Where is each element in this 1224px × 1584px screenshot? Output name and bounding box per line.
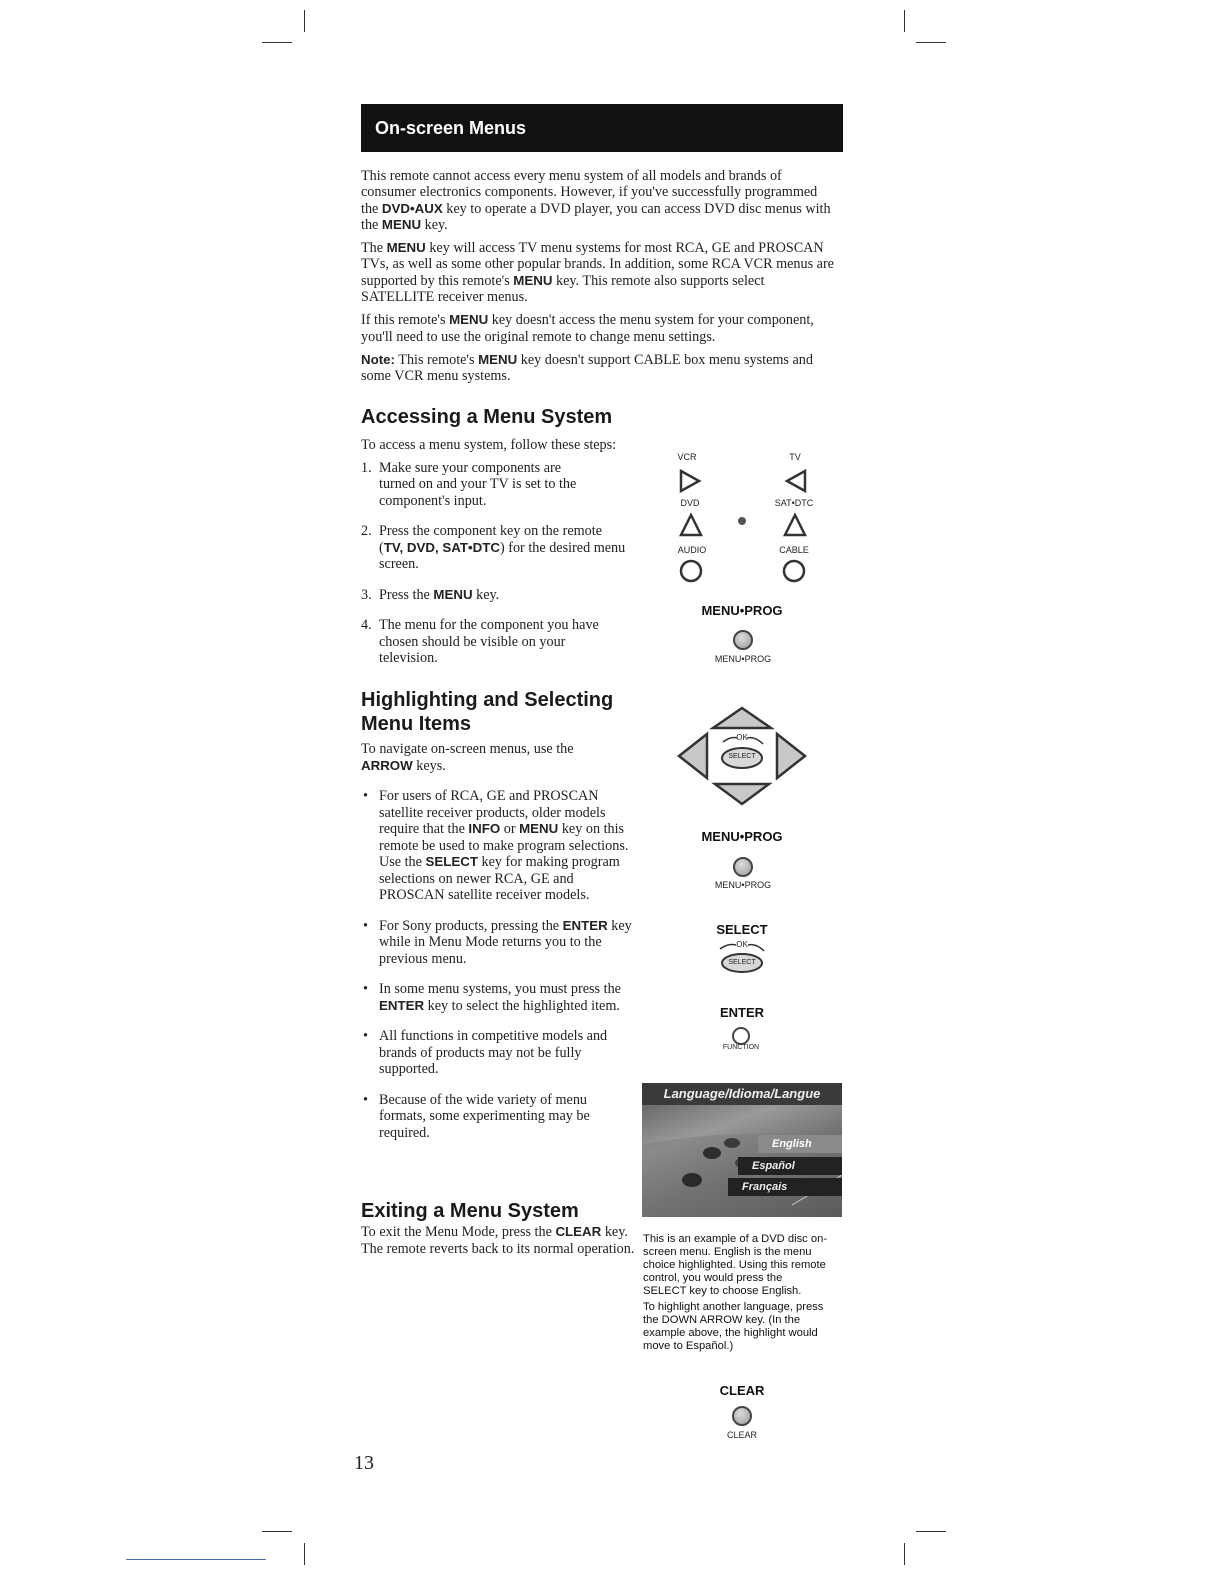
dvd-menu-option-francais[interactable]: Français <box>728 1178 842 1196</box>
crop-mark <box>904 10 905 32</box>
audio-key-label: AUDIO <box>677 545 707 555</box>
audio-key-icon[interactable] <box>678 558 706 584</box>
vcr-key-icon[interactable] <box>677 468 703 494</box>
intro-paragraph: If this remote's MENU key doesn't access the menu system for your component, you'll need to use the original remote to change menu settings. <box>361 312 814 345</box>
vcr-key-label: VCR <box>677 452 697 462</box>
indicator-led-icon <box>736 515 748 527</box>
bullet-item: • For users of RCA, GE and PROSCAN satellite receiver products, older models require that the INFO or MENU key on this remote be used to make program selections. Use the SELECT key for making program selections on newer RCA, GE and PROSCAN satellite receiver models. <box>361 788 636 904</box>
bullet-item: • All functions in competitive models and brands of products may not be fully supported. <box>361 1028 636 1078</box>
menuprog-key[interactable] <box>733 857 753 877</box>
cable-key-icon[interactable] <box>781 558 809 584</box>
select-key-label: SELECT <box>728 753 756 760</box>
crop-mark <box>916 1531 946 1532</box>
satdtc-key-icon[interactable] <box>782 512 808 538</box>
exiting-paragraph: To exit the Menu Mode, press the CLEAR key. The remote reverts back to its normal operation. <box>361 1224 635 1257</box>
highlighting-heading: Highlighting and Selecting Menu Items <box>361 689 614 735</box>
select-key-label: SELECT <box>728 959 756 966</box>
dvd-menu-option-english[interactable]: English <box>758 1135 842 1153</box>
menuprog-label: MENU•PROG <box>701 829 783 844</box>
menuprog-key[interactable] <box>733 630 753 650</box>
bullet-item: • In some menu systems, you must press the ENTER key to select the highlighted item. <box>361 981 636 1014</box>
tv-key-icon[interactable] <box>783 468 809 494</box>
dvd-menu-caption <box>643 1233 828 1356</box>
function-key-label: FUNCTION <box>722 1044 760 1051</box>
intro-text <box>361 168 836 392</box>
menuprog-key-label: MENU•PROG <box>714 880 772 890</box>
highlighting-lead: To navigate on-screen menus, use the ARROW keys. <box>361 741 574 774</box>
exiting-text <box>361 1224 636 1257</box>
crop-mark <box>304 10 305 32</box>
clear-key[interactable] <box>732 1406 752 1426</box>
accessing-lead: To access a menu system, follow these steps: <box>361 437 617 453</box>
ok-label: OK <box>736 940 748 949</box>
exiting-heading: Exiting a Menu System <box>361 1200 579 1222</box>
crop-mark <box>262 42 292 43</box>
page-number: 13 <box>354 1452 374 1474</box>
clear-key-label: CLEAR <box>726 1430 757 1440</box>
bullet-item: • For Sony products, pressing the ENTER key while in Menu Mode returns you to the previous menu. <box>361 918 636 968</box>
bullet-item: • Because of the wide variety of menu formats, some experimenting may be required. <box>361 1092 636 1142</box>
intro-paragraph: The MENU key will access TV menu systems for most RCA, GE and PROSCAN TVs, as well as some other popular brands. In addition, some RCA VCR menus are supported by this remote's MENU key. This remote also supports select SATELLITE receiver menus. <box>361 240 834 306</box>
crop-mark <box>262 1531 292 1532</box>
down-arrow-icon <box>715 784 769 804</box>
step-4: 4. The menu for the component you have chosen should be visible on your television. <box>361 617 599 666</box>
crop-mark <box>304 1543 305 1565</box>
left-arrow-icon <box>679 734 707 778</box>
dvd-menu-option-espanol[interactable]: Español <box>738 1157 842 1175</box>
intro-paragraph: This remote cannot access every menu system of all models and brands of consumer electronics components. However, if you've successfully programmed the DVD•AUX key to operate a DVD player, you can access DVD disc menus with the MENU key. <box>361 168 831 233</box>
crop-mark <box>916 42 946 43</box>
caption-paragraph: To highlight another language, press the DOWN ARROW key. (In the example above, the highlight would move to Español.) <box>643 1301 824 1352</box>
satdtc-key-label: SAT•DTC <box>774 498 814 508</box>
tv-key-label: TV <box>789 452 801 462</box>
menuprog-key-label: MENU•PROG <box>714 654 772 664</box>
dvd-menu-title: Language/Idioma/Langue <box>642 1083 842 1105</box>
section-banner: On-screen Menus <box>361 104 843 152</box>
bottom-rule <box>126 1559 266 1560</box>
enter-label: ENTER <box>719 1005 765 1020</box>
menuprog-label: MENU•PROG <box>701 603 783 618</box>
cable-key-label: CABLE <box>779 545 809 555</box>
accessing-heading: Accessing a Menu System <box>361 406 613 428</box>
enter-key[interactable] <box>732 1027 750 1045</box>
dvd-key-icon[interactable] <box>678 512 704 538</box>
step-1: 1. Make sure your components are turned on and your TV is set to the component's input. <box>361 459 577 509</box>
accessing-steps <box>361 437 636 667</box>
step-3: 3. Press the MENU key. <box>361 586 500 603</box>
note-paragraph: Note: This remote's MENU key doesn't support CABLE box menu systems and some VCR menu systems. <box>361 351 813 385</box>
highlighting-text <box>361 741 636 1141</box>
dvd-menu-example <box>642 1083 842 1217</box>
caption-paragraph: This is an example of a DVD disc on-screen menu. English is the menu choice highlighted. Using this remote control, you would press the SELECT key to choose English. <box>643 1233 828 1297</box>
right-arrow-icon <box>777 734 805 778</box>
ok-label: OK <box>736 733 748 742</box>
dvd-key-label: DVD <box>680 498 700 508</box>
up-arrow-icon <box>713 708 771 728</box>
crop-mark <box>904 1543 905 1565</box>
step-2: 2. Press the component key on the remote (TV, DVD, SAT•DTC) for the desired menu screen. <box>361 523 626 572</box>
clear-label: CLEAR <box>719 1383 765 1398</box>
select-label: SELECT <box>716 922 768 937</box>
